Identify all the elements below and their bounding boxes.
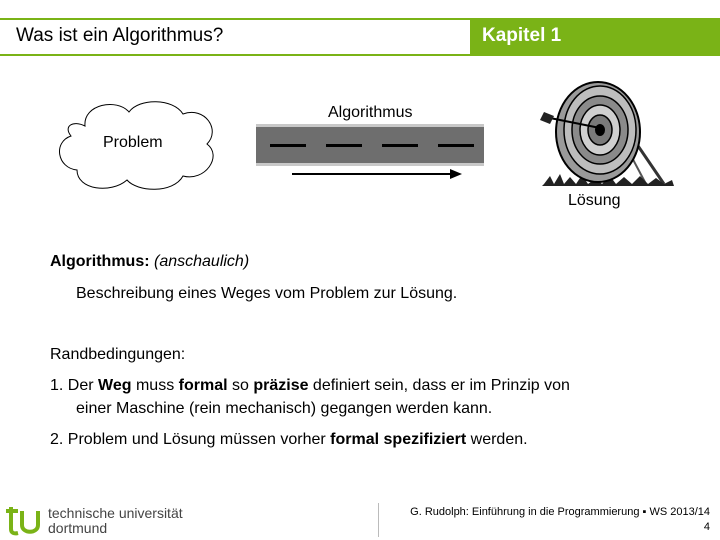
target-with-arrow-icon (536, 80, 676, 192)
algorithm-label: Algorithmus (328, 104, 413, 121)
footer-divider (378, 503, 379, 537)
tu-dortmund-logo-icon (4, 505, 44, 537)
university-name: technische universität dortmund (48, 505, 183, 536)
constraint-number: 1. (50, 377, 64, 394)
algorithm-road-icon (256, 124, 486, 182)
definition-text: Beschreibung eines Weges vom Problem zur Lösung. (76, 285, 458, 302)
page-number: 4 (703, 521, 710, 533)
definition-term: Algorithmus: (50, 253, 150, 270)
citation-text: G. Rudolph: Einführung in die Programmierung ▪ WS 2013/14 (410, 506, 710, 518)
definition-qualifier: (anschaulich) (154, 253, 250, 270)
chapter-label: Kapitel 1 (482, 25, 562, 46)
definition-heading (50, 250, 249, 274)
footer-citation (410, 505, 710, 535)
constraint-item-1: 1. Der Weg muss formal so präzise definiert sein, dass er im Prinzip von (50, 377, 570, 394)
constraint-number: 2. (50, 431, 64, 448)
constraints-heading: Randbedingungen: (50, 346, 186, 363)
solution-label: Lösung (568, 192, 621, 209)
problem-label: Problem (103, 134, 163, 151)
slide-title: Was ist ein Algorithmus? (16, 25, 224, 46)
constraint-item-2: 2. Problem und Lösung müssen vorher formal spezifiziert werden. (50, 431, 528, 448)
constraint-item-1-continuation: einer Maschine (rein mechanisch) gegangen werden kann. (76, 400, 493, 417)
